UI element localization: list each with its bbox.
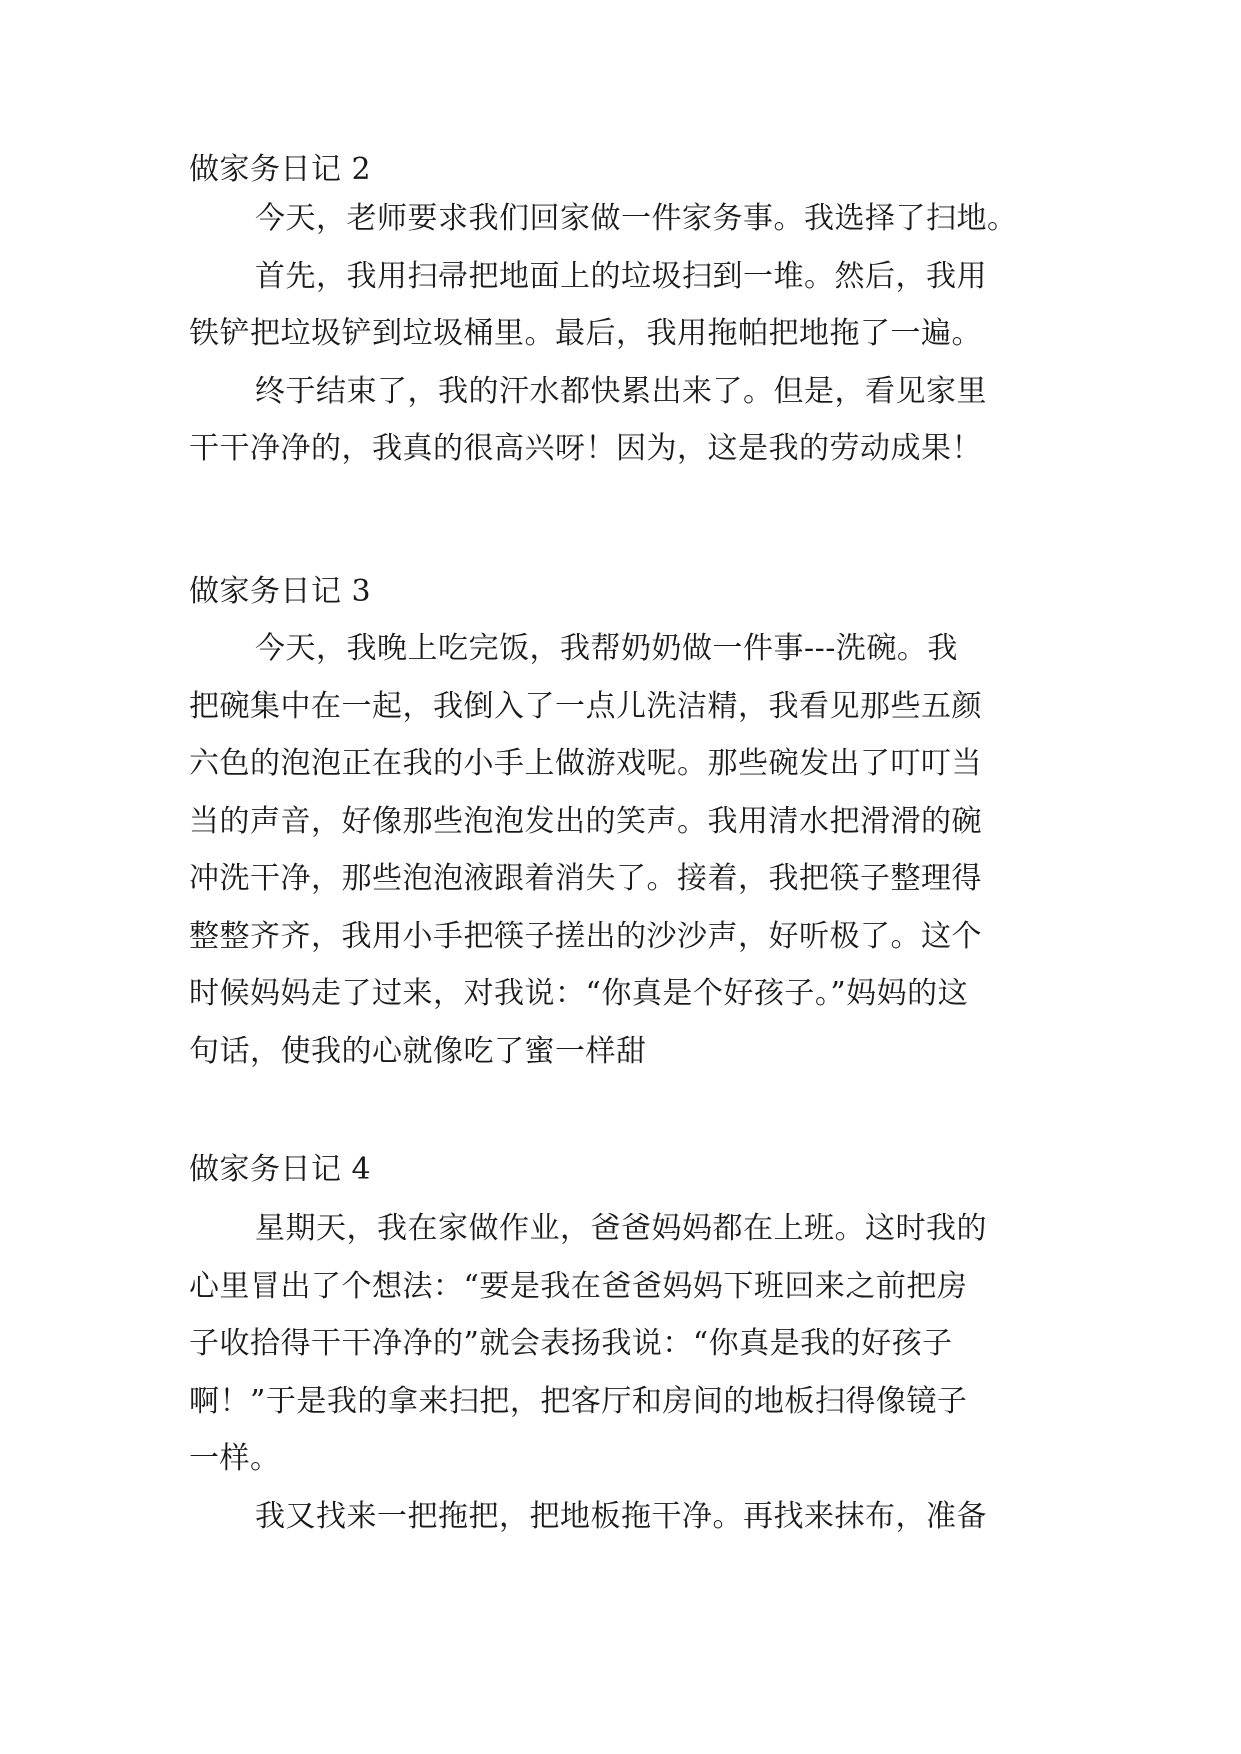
paragraph-line: 啊！”于是我的拿来扫把，把客厅和房间的地板扫得像镜子 — [189, 1383, 968, 1419]
section-body — [189, 1200, 1069, 1545]
paragraph-line: 句话，使我的心就像吃了蜜一样甜 — [189, 1033, 647, 1069]
paragraph-line: 今天，我晚上吃完饭，我帮奶奶做一件事---洗碗。我 — [255, 631, 958, 666]
paragraph-line: 整整齐齐，我用小手把筷子搓出的沙沙声，好听极了。这个 — [189, 918, 982, 954]
paragraph-line: 时候妈妈走了过来，对我说：“你真是个好孩子。”妈妈的这 — [189, 976, 969, 1011]
section-body — [189, 190, 1069, 478]
section-title: 做家务日记 2 — [189, 152, 372, 187]
paragraph-line: 干干净净的，我真的很高兴呀！因为，这是我的劳动成果！ — [189, 431, 982, 466]
paragraph-line: 冲洗干净，那些泡泡液跟着消失了。接着，我把筷子整理得 — [189, 861, 982, 896]
paragraph-line: 心里冒出了个想法：“要是我在爸爸妈妈下班回来之前把房 — [189, 1268, 968, 1304]
paragraph-line: 铁铲把垃圾铲到垃圾桶里。最后，我用拖帕把地拖了一遍。 — [189, 316, 982, 351]
paragraph-line: 把碗集中在一起，我倒入了一点儿洗洁精，我看见那些五颜 — [189, 688, 982, 724]
paragraph-line: 终于结束了，我的汗水都快累出来了。但是，看见家里 — [255, 373, 987, 409]
paragraph-line: 星期天，我在家做作业，爸爸妈妈都在上班。这时我的 — [255, 1211, 987, 1246]
section-title: 做家务日记 3 — [189, 574, 372, 609]
paragraph-line: 今天，老师要求我们回家做一件家务事。我选择了扫地。 — [255, 201, 1018, 236]
paragraph-line: 首先，我用扫帚把地面上的垃圾扫到一堆。然后，我用 — [255, 258, 987, 294]
paragraph-line: 当的声音，好像那些泡泡发出的笑声。我用清水把滑滑的碗 — [189, 803, 982, 839]
section-title: 做家务日记 4 — [189, 1152, 372, 1187]
paragraph-line: 子收拾得干干净净的”就会表扬我说：“你真是我的好孩子 — [189, 1326, 953, 1361]
section-body — [189, 620, 1069, 1080]
paragraph-line: 我又找来一把拖把，把地板拖干净。再找来抹布，准备 — [255, 1498, 987, 1534]
paragraph-line: 六色的泡泡正在我的小手上做游戏呢。那些碗发出了叮叮当 — [189, 746, 982, 781]
paragraph-line: 一样。 — [189, 1441, 281, 1476]
